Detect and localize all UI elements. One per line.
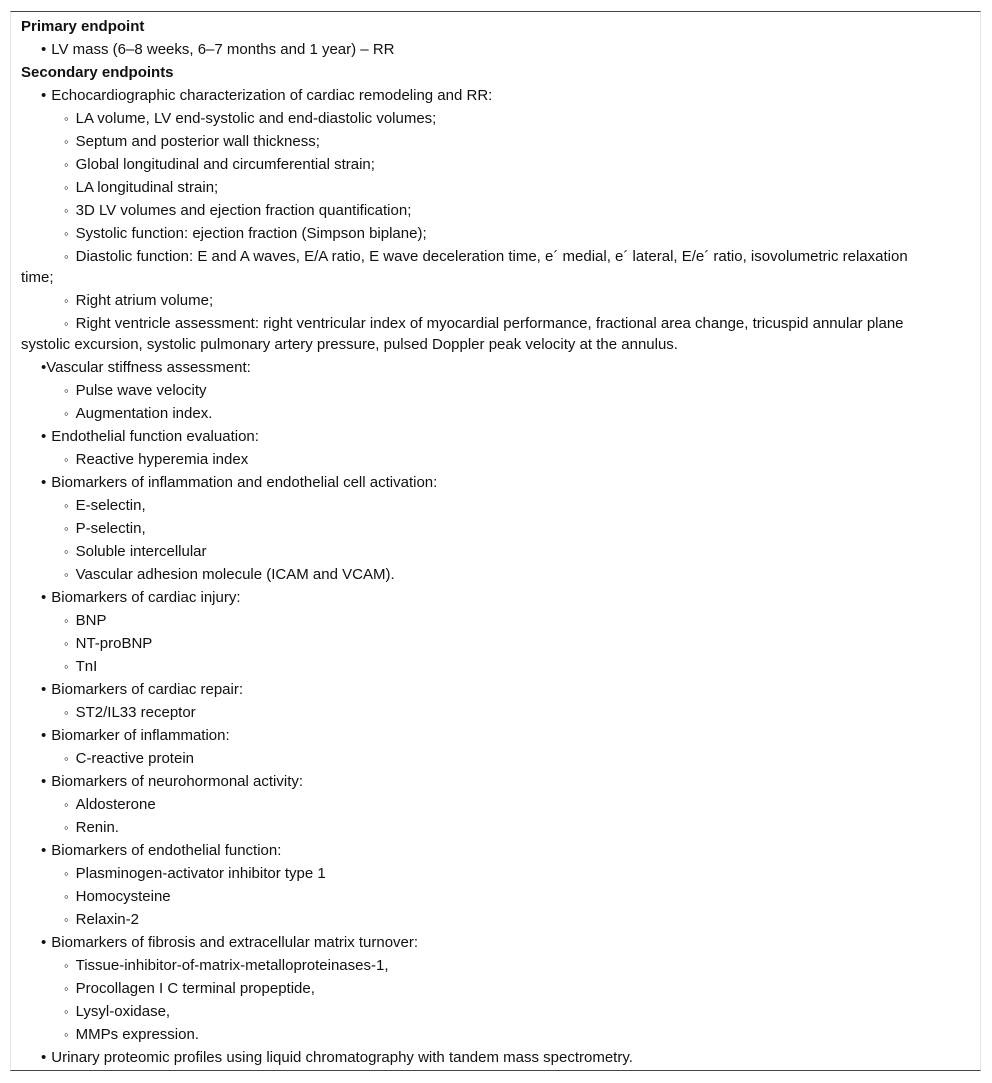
group-label xyxy=(21,724,931,747)
sub-item-text: Procollagen I C terminal propeptide, xyxy=(75,980,315,997)
sub-bullet-icon: ◦ xyxy=(64,111,69,126)
sub-item xyxy=(21,222,931,245)
group-label xyxy=(21,770,931,793)
sub-item-text: ST2/IL33 receptor xyxy=(75,704,196,721)
group-label xyxy=(21,1046,931,1069)
sub-bullet-icon: ◦ xyxy=(64,544,69,559)
sub-bullet-icon: ◦ xyxy=(64,134,69,149)
sub-item xyxy=(21,517,931,540)
sub-bullet-icon: ◦ xyxy=(64,498,69,513)
sub-item-text: Reactive hyperemia index xyxy=(75,451,249,468)
sub-item-text: Right ventricle assessment: right ventricular index of myocardial performance, fractional area change, tricuspid annular plane systolic excursion, systolic pulmonary artery pressure, pulsed Doppler peak velocity at the annulus. xyxy=(21,315,904,353)
group-label-text: Vascular stiffness assessment: xyxy=(46,359,251,376)
sub-item-text: LA volume, LV end-systolic and end-diastolic volumes; xyxy=(75,110,437,127)
group-label-text: Biomarkers of endothelial function: xyxy=(51,842,282,859)
group-label-text: Biomarkers of inflammation and endothelial cell activation: xyxy=(51,474,438,491)
sub-item xyxy=(21,908,931,931)
secondary-endpoints-heading: Secondary endpoints xyxy=(21,64,174,81)
sub-item-text: Pulse wave velocity xyxy=(75,382,207,399)
bullet-icon: • xyxy=(41,1049,47,1066)
sub-bullet-icon: ◦ xyxy=(64,157,69,172)
sub-item xyxy=(21,379,931,402)
group-label-text: Urinary proteomic profiles using liquid chromatography with tandem mass spectrometry. xyxy=(51,1049,633,1066)
sub-item xyxy=(21,609,931,632)
sub-item xyxy=(21,655,931,678)
sub-bullet-icon: ◦ xyxy=(64,958,69,973)
group-label xyxy=(21,84,931,107)
bullet-icon: • xyxy=(41,934,47,951)
bullet-icon: • xyxy=(41,681,47,698)
sub-bullet-icon: ◦ xyxy=(64,180,69,195)
sub-item xyxy=(21,1023,931,1046)
group-label xyxy=(21,678,931,701)
sub-bullet-icon: ◦ xyxy=(64,1027,69,1042)
sub-bullet-icon: ◦ xyxy=(64,249,69,264)
sub-item xyxy=(21,402,931,425)
bullet-icon: • xyxy=(41,589,47,606)
sub-bullet-icon: ◦ xyxy=(64,912,69,927)
sub-item xyxy=(21,816,931,839)
sub-item xyxy=(21,885,931,908)
sub-item-text: Plasminogen-activator inhibitor type 1 xyxy=(75,865,326,882)
sub-bullet-icon: ◦ xyxy=(64,452,69,467)
sub-item-text: Diastolic function: E and A waves, E/A ratio, E wave deceleration time, e´ medial, e´ lateral, E/e´ ratio, isovolumetric relaxation time; xyxy=(21,248,908,286)
sub-item-text: Tissue-inhibitor-of-matrix-metalloproteinases-1, xyxy=(75,957,389,974)
sub-item-text: BNP xyxy=(75,612,107,629)
sub-bullet-icon: ◦ xyxy=(64,316,69,331)
group-label xyxy=(21,425,931,448)
group-label-text: Echocardiographic characterization of cardiac remodeling and RR: xyxy=(51,87,493,104)
sub-bullet-icon: ◦ xyxy=(64,1004,69,1019)
group-label-text: Endothelial function evaluation: xyxy=(51,428,259,445)
sub-item-text: E-selectin, xyxy=(75,497,146,514)
sub-bullet-icon: ◦ xyxy=(64,293,69,308)
sub-item-text: 3D LV volumes and ejection fraction quantification; xyxy=(75,202,412,219)
sub-item-text: Aldosterone xyxy=(75,796,156,813)
group-label-text: Biomarkers of neurohormonal activity: xyxy=(51,773,304,790)
sub-bullet-icon: ◦ xyxy=(64,659,69,674)
group-label-text: Biomarker of inflammation: xyxy=(51,727,230,744)
sub-item xyxy=(21,540,931,563)
sub-item-text: Systolic function: ejection fraction (Simpson biplane); xyxy=(75,225,427,242)
sub-item xyxy=(21,977,931,1000)
sub-bullet-icon: ◦ xyxy=(64,567,69,582)
bullet-icon: • xyxy=(41,773,47,790)
sub-item xyxy=(21,793,931,816)
sub-item xyxy=(21,289,931,312)
group-label-text: Biomarkers of cardiac injury: xyxy=(51,589,241,606)
bullet-icon: • xyxy=(41,87,47,104)
sub-bullet-icon: ◦ xyxy=(64,203,69,218)
group-label xyxy=(21,356,931,379)
sub-bullet-icon: ◦ xyxy=(64,889,69,904)
sub-item xyxy=(21,107,931,130)
group-label xyxy=(21,839,931,862)
group-label-text: Biomarkers of fibrosis and extracellular matrix turnover: xyxy=(51,934,419,951)
group-label xyxy=(21,471,931,494)
list-item-text: LV mass (6–8 weeks, 6–7 months and 1 year) – RR xyxy=(51,41,395,58)
bullet-icon: • xyxy=(41,359,47,376)
sub-bullet-icon: ◦ xyxy=(64,406,69,421)
sub-item xyxy=(21,701,931,724)
sub-item xyxy=(21,1000,931,1023)
list-item xyxy=(21,38,931,61)
sub-item-text: NT-proBNP xyxy=(75,635,153,652)
sub-bullet-icon: ◦ xyxy=(64,820,69,835)
sub-item xyxy=(21,153,931,176)
sub-item xyxy=(21,312,931,356)
sub-item-text: Renin. xyxy=(75,819,119,836)
sub-bullet-icon: ◦ xyxy=(64,383,69,398)
bullet-icon: • xyxy=(41,474,47,491)
bullet-icon: • xyxy=(41,842,47,859)
sub-item-text: C-reactive protein xyxy=(75,750,194,767)
sub-bullet-icon: ◦ xyxy=(64,521,69,536)
bullet-icon: • xyxy=(41,428,47,445)
sub-item-text: MMPs expression. xyxy=(75,1026,199,1043)
sub-item xyxy=(21,747,931,770)
sub-item-text: Right atrium volume; xyxy=(75,292,214,309)
sub-item xyxy=(21,199,931,222)
sub-bullet-icon: ◦ xyxy=(64,705,69,720)
primary-endpoint-heading: Primary endpoint xyxy=(21,18,145,35)
sub-item xyxy=(21,448,931,471)
sub-bullet-icon: ◦ xyxy=(64,226,69,241)
sub-item-text: Augmentation index. xyxy=(75,405,213,422)
group-label xyxy=(21,586,931,609)
sub-item-text: Relaxin-2 xyxy=(75,911,139,928)
sub-item xyxy=(21,494,931,517)
group-label xyxy=(21,931,931,954)
sub-bullet-icon: ◦ xyxy=(64,636,69,651)
sub-bullet-icon: ◦ xyxy=(64,981,69,996)
sub-item xyxy=(21,176,931,199)
sub-item-text: Vascular adhesion molecule (ICAM and VCAM). xyxy=(75,566,395,583)
sub-item-text: Global longitudinal and circumferential strain; xyxy=(75,156,375,173)
sub-item-text: Soluble intercellular xyxy=(75,543,207,560)
sub-item-text: TnI xyxy=(75,658,98,675)
sub-item-text: Homocysteine xyxy=(75,888,171,905)
sub-item xyxy=(21,632,931,655)
sub-item-text: P-selectin, xyxy=(75,520,146,537)
sub-item-text: Lysyl-oxidase, xyxy=(75,1003,171,1020)
group-label-text: Biomarkers of cardiac repair: xyxy=(51,681,243,698)
sub-item xyxy=(21,130,931,153)
bullet-icon: • xyxy=(41,727,47,744)
sub-bullet-icon: ◦ xyxy=(64,797,69,812)
sub-item-text: LA longitudinal strain; xyxy=(75,179,219,196)
sub-item xyxy=(21,245,931,289)
sub-bullet-icon: ◦ xyxy=(64,866,69,881)
sub-item xyxy=(21,862,931,885)
sub-item xyxy=(21,563,931,586)
endpoints-table xyxy=(10,11,981,1071)
sub-bullet-icon: ◦ xyxy=(64,751,69,766)
sub-item xyxy=(21,954,931,977)
endpoints-cell xyxy=(11,12,931,1069)
sub-bullet-icon: ◦ xyxy=(64,613,69,628)
bullet-icon: • xyxy=(41,41,47,58)
sub-item-text: Septum and posterior wall thickness; xyxy=(75,133,320,150)
